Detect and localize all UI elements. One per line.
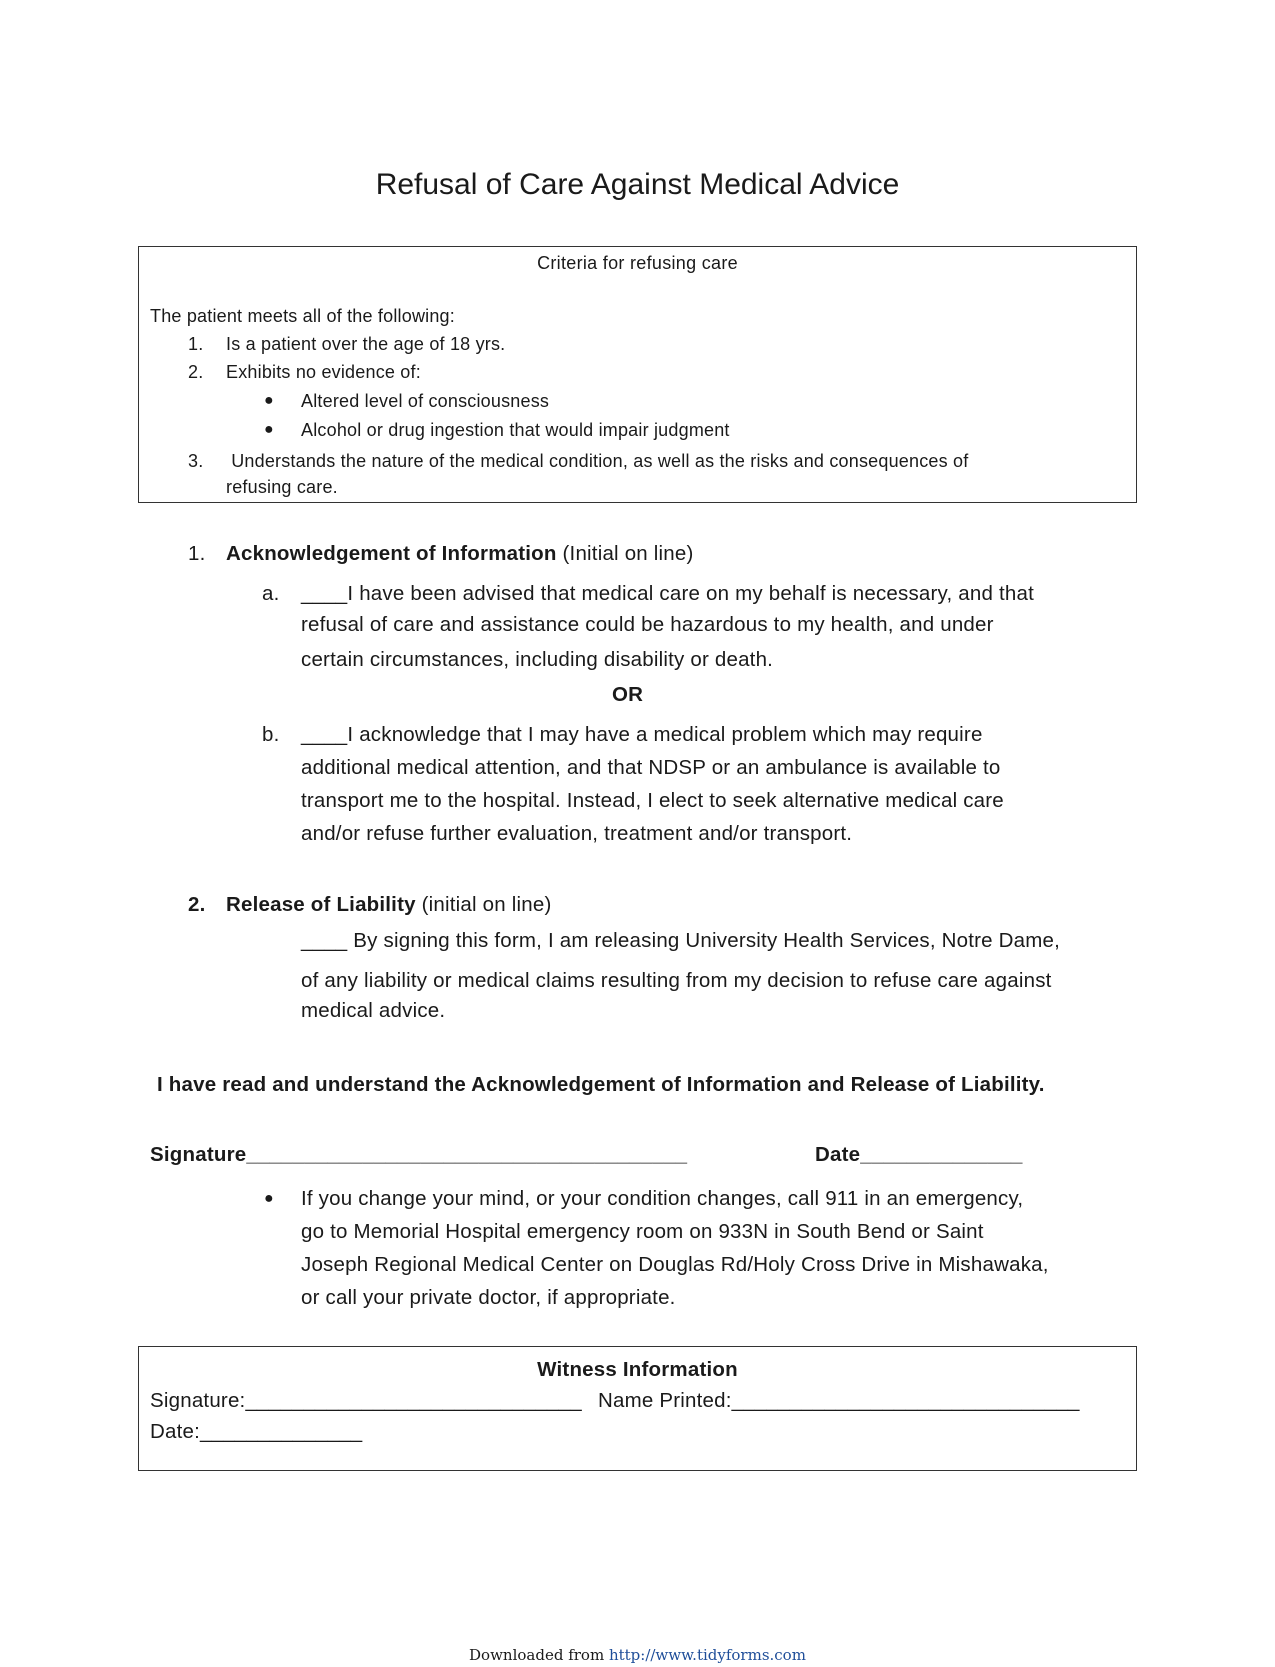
release-line: medical advice. bbox=[301, 999, 446, 1022]
witness-date-field[interactable]: Date:______________ bbox=[150, 1420, 363, 1443]
criteria-item-text: Is a patient over the age of 18 yrs. bbox=[226, 334, 506, 354]
criteria-item-number: 1. bbox=[188, 334, 204, 354]
option-label: a. bbox=[262, 582, 280, 605]
advice-line: go to Memorial Hospital emergency room on 933N in South Bend or Saint bbox=[301, 1220, 984, 1243]
criteria-item-number: 3. bbox=[188, 451, 204, 471]
option-b-line: ____I acknowledge that I may have a medical problem which may require bbox=[301, 723, 983, 746]
witness-signature-field[interactable]: Signature:_____________________________ bbox=[150, 1389, 582, 1412]
footer-link[interactable]: http://www.tidyforms.com bbox=[608, 1646, 806, 1664]
option-a-line: refusal of care and assistance could be hazardous to my health, and under bbox=[301, 613, 994, 636]
option-b-line: and/or refuse further evaluation, treatment and/or transport. bbox=[301, 822, 853, 845]
footer bbox=[0, 1646, 1275, 1664]
section-number: 2. bbox=[188, 893, 206, 916]
ack-note: (Initial on line) bbox=[562, 542, 694, 565]
option-a-line: certain circumstances, including disability or death. bbox=[301, 648, 774, 671]
criteria-intro: The patient meets all of the following: bbox=[150, 306, 455, 326]
date-field[interactable]: Date______________ bbox=[815, 1143, 1023, 1166]
footer-prefix: Downloaded from bbox=[469, 1646, 609, 1664]
bullet-icon: ● bbox=[264, 392, 274, 409]
release-line: of any liability or medical claims resulting from my decision to refuse care against bbox=[301, 969, 1052, 992]
advice-line: If you change your mind, or your condition changes, call 911 in an emergency, bbox=[301, 1187, 1024, 1210]
witness-name-printed-field[interactable]: Name Printed:______________________________ bbox=[598, 1389, 1080, 1412]
signature-field[interactable]: Signature______________________________________ bbox=[150, 1143, 688, 1166]
section-heading-line bbox=[226, 542, 694, 566]
or-separator: OR bbox=[612, 683, 644, 706]
witness-header: Witness Information bbox=[537, 1358, 738, 1381]
acknowledgement-statement: I have read and understand the Acknowledgement of Information and Release of Liability. bbox=[157, 1073, 1045, 1096]
bullet-icon: ● bbox=[264, 1190, 274, 1207]
section-number: 1. bbox=[188, 542, 206, 565]
criteria-item-text: Understands the nature of the medical condition, as well as the risks and consequences of bbox=[226, 451, 969, 471]
bullet-icon: ● bbox=[264, 421, 274, 438]
criteria-bullet-text: Altered level of consciousness bbox=[301, 391, 550, 411]
criteria-header: Criteria for refusing care bbox=[537, 253, 738, 273]
advice-line: Joseph Regional Medical Center on Douglas Rd/Holy Cross Drive in Mishawaka, bbox=[301, 1253, 1049, 1276]
criteria-item-text-continued: refusing care. bbox=[226, 477, 338, 497]
section-heading-line bbox=[226, 893, 551, 917]
ack-heading: Acknowledgement of Information bbox=[226, 542, 557, 565]
criteria-bullet-text: Alcohol or drug ingestion that would impair judgment bbox=[301, 420, 730, 440]
release-note: (initial on line) bbox=[421, 893, 552, 916]
option-b-line: additional medical attention, and that NDSP or an ambulance is available to bbox=[301, 756, 1001, 779]
option-b-line: transport me to the hospital. Instead, I elect to seek alternative medical care bbox=[301, 789, 1004, 812]
criteria-item-text: Exhibits no evidence of: bbox=[226, 362, 421, 382]
advice-line: or call your private doctor, if appropriate. bbox=[301, 1286, 676, 1309]
option-label: b. bbox=[262, 723, 280, 746]
release-heading: Release of Liability bbox=[226, 893, 416, 916]
criteria-item-number: 2. bbox=[188, 362, 204, 382]
option-a-line: ____I have been advised that medical care on my behalf is necessary, and that bbox=[301, 582, 1034, 605]
release-line: ____ By signing this form, I am releasing University Health Services, Notre Dame, bbox=[301, 929, 1061, 952]
page-title: Refusal of Care Against Medical Advice bbox=[375, 168, 900, 201]
